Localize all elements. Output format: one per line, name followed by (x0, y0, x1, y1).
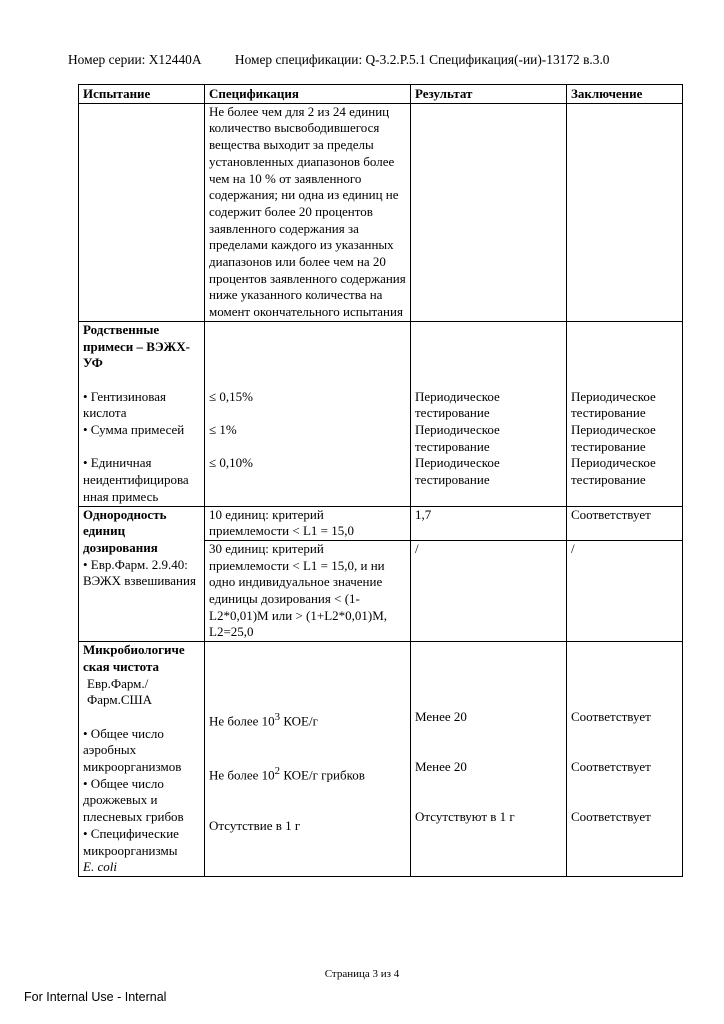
specification-table (78, 84, 683, 877)
test-name: • Специфические микроорганизмы (83, 825, 179, 858)
test-method: • Евр.Фарм. 2.9.40: ВЭЖХ взвешивания (83, 556, 196, 589)
column-header-result: Результат (411, 85, 567, 104)
result-value: Периодическое тестирование (415, 422, 500, 454)
test-name: • Общее число аэробных микроорганизмов (83, 725, 182, 775)
document-header (68, 52, 668, 68)
result-value: Периодическое тестирование (415, 388, 500, 421)
cell-test (79, 506, 205, 642)
cell-result (411, 103, 567, 321)
table-header-row (79, 85, 683, 104)
cell-conclusion: Соответствует (567, 506, 683, 540)
batch-number: Номер серии: X12440A (68, 52, 202, 67)
section-title-impurities: Родственные примеси – ВЭЖХ-УФ (83, 321, 190, 371)
classification-label: For Internal Use - Internal (24, 990, 167, 1004)
section-title-microbiology: Микробиологиче ская чистота (83, 642, 185, 674)
test-name: • Гентизиновая кислота (83, 388, 166, 421)
cell-result (411, 321, 567, 506)
cell-test (79, 642, 205, 877)
conclusion-value: Периодическое тестирование (571, 422, 656, 454)
spec-value: Отсутствие в 1 г (209, 817, 301, 833)
cell-spec: Не более чем для 2 из 24 единиц количество высвободившегося вещества выходит за пределы установленных диапазонов более чем на 10 % от заявленного содержания; ни одна из единиц не содержит более 20 процентов заявленного содержания за пределами каждого из указанных диапазонов или более чем на 20 процентов заявленного содержания ниже указанного количества на момент окончательного испытания (205, 103, 411, 321)
spec-value: ≤ 1% (209, 421, 237, 437)
section-title-uniformity: Однородность единиц дозирования (83, 506, 167, 555)
result-value: Отсутствуют в 1 г (415, 809, 515, 825)
conclusion-value: Соответствует (571, 759, 651, 774)
cell-result: / (411, 540, 567, 641)
test-name-organism: E. coli (83, 859, 117, 875)
cell-conclusion (567, 321, 683, 506)
cell-spec: 10 единиц: критерий приемлемости < L1 = 15,0 (205, 506, 411, 540)
cell-spec (205, 321, 411, 506)
test-name: • Сумма примесей (83, 422, 185, 438)
result-value: Менее 20 (415, 759, 467, 774)
test-method: Евр.Фарм./ Фарм.США (87, 675, 152, 708)
table-row (79, 642, 683, 877)
page-number: Страница 3 из 4 (324, 968, 400, 980)
table-row (79, 103, 683, 321)
result-value: Периодическое тестирование (415, 455, 500, 488)
column-header-spec: Спецификация (205, 85, 411, 104)
cell-spec (205, 642, 411, 877)
test-name: • Общее число дрожжевых и плесневых грибов (83, 775, 184, 825)
cell-spec: 30 единиц: критерий приемлемости < L1 = 15,0, и ни одно индивидуальное значение единицы дозирования < (1-L2*0,01)M или > (1+L2*0,01)M, L2=25,0 (205, 540, 411, 641)
column-header-conclusion: Заключение (567, 85, 683, 104)
cell-test (79, 321, 205, 506)
cell-conclusion: / (567, 540, 683, 641)
spec-value: ≤ 0,10% (209, 455, 253, 471)
column-header-test: Испытание (79, 85, 205, 104)
conclusion-value: Периодическое тестирование (571, 455, 656, 488)
table-row (79, 506, 683, 540)
conclusion-value: Соответствует (571, 708, 651, 724)
spec-value: Не более $10^3$ КОЕ/г (209, 710, 318, 729)
specification-number: Номер спецификации: Q-3.2.P.5.1 Спецификация(-ии)-13172 в.3.0 (234, 52, 610, 67)
test-name: • Единичная неидентифицирова нная примесь (83, 455, 189, 504)
cell-conclusion (567, 642, 683, 877)
cell-result (411, 642, 567, 877)
conclusion-value: Периодическое тестирование (571, 388, 656, 421)
cell-conclusion (567, 103, 683, 321)
result-value: Менее 20 (415, 708, 467, 724)
conclusion-value: Соответствует (571, 809, 651, 825)
cell-result: 1,7 (411, 506, 567, 540)
table-row (79, 321, 683, 506)
spec-value: ≤ 0,15% (209, 388, 253, 404)
cell-test (79, 103, 205, 321)
spec-value: Не более $10^2$ КОЕ/г грибков (209, 765, 365, 783)
